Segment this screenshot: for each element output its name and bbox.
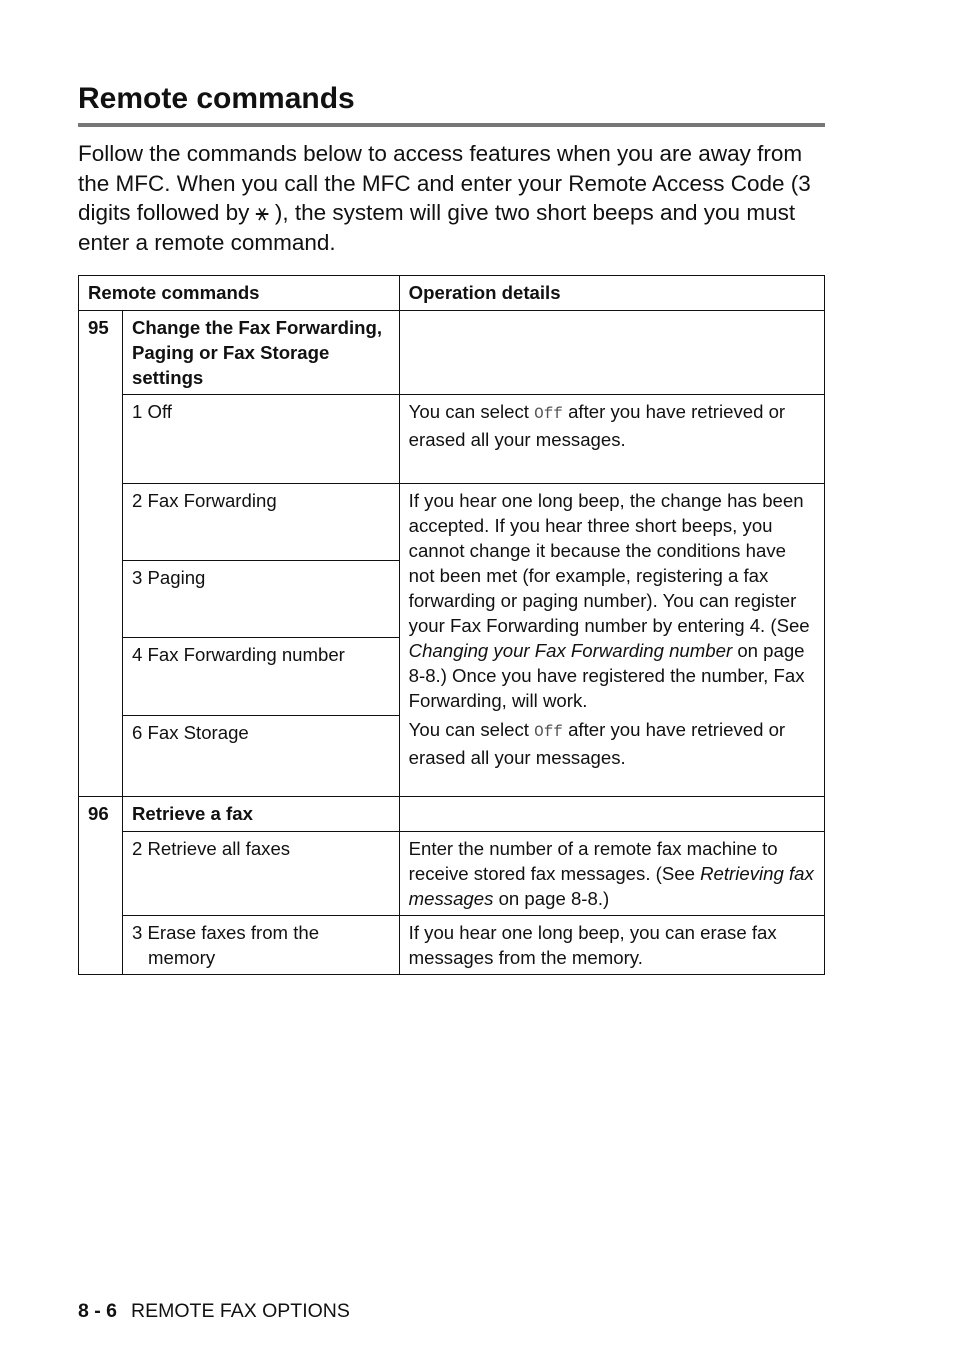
option-fax-forwarding-number: 4 Fax Forwarding number xyxy=(122,638,399,716)
remote-commands-table xyxy=(78,275,825,975)
detail-text: on page 8-8.) xyxy=(498,888,610,909)
command-96-label: Retrieve a fax xyxy=(122,797,399,832)
detail-text: If you hear one long beep, the change has been accepted. If you hear three short beeps, you cannot change it because the conditions have not been met (for example, registering a fax forwarding or paging number). You can register your Fax Forwarding number by entering 4. (See xyxy=(408,490,810,636)
page-title: Remote commands xyxy=(78,82,355,115)
number-spacer xyxy=(79,395,123,484)
number-spacer xyxy=(79,716,123,797)
number-spacer xyxy=(79,832,123,916)
table-row xyxy=(79,832,825,916)
fax-forwarding-detail xyxy=(399,484,824,797)
section-name: REMOTE FAX OPTIONS xyxy=(131,1300,350,1322)
number-spacer xyxy=(79,484,123,561)
retrieve-reference: Retrieving fax messages xyxy=(408,863,814,909)
page-footer xyxy=(78,1300,350,1323)
command-95-detail-empty xyxy=(399,311,824,395)
command-95-label: Change the Fax Forwarding, Paging or Fax Storage settings xyxy=(122,311,399,395)
table-row xyxy=(79,916,825,975)
detail-text: You can select xyxy=(408,719,529,740)
detail-text: on page 8-8.) Once you have registered the number, Fax Forwarding, will work. xyxy=(408,640,805,711)
option-off: 1 Off xyxy=(122,395,399,484)
option-fax-storage: 6 Fax Storage xyxy=(122,716,399,797)
number-spacer xyxy=(79,916,123,975)
title-divider xyxy=(78,123,825,127)
table-header-row xyxy=(79,276,825,311)
select-off-paragraph xyxy=(409,717,816,770)
retrieve-detail xyxy=(399,832,824,916)
command-96-number: 96 xyxy=(79,797,123,832)
forwarding-reference: Changing your Fax Forwarding number xyxy=(408,640,733,661)
detail-text: You can select xyxy=(408,401,529,422)
command-96-detail-empty xyxy=(399,797,824,832)
detail-text: Enter the number of a remote fax machine to receive stored fax messages. (See xyxy=(408,838,778,884)
table-row xyxy=(79,395,825,484)
table-row xyxy=(79,484,825,561)
header-operation-details: Operation details xyxy=(399,276,824,311)
intro-text-before: Follow the commands below to access features when you are away from the MFC. When you call the MFC and enter your Remote Access Code (3 digits followed by xyxy=(78,141,811,226)
number-spacer xyxy=(79,561,123,638)
page-number: 8 - 6 xyxy=(78,1300,118,1322)
option-retrieve-all-faxes: 2 Retrieve all faxes xyxy=(122,832,399,916)
number-spacer xyxy=(79,638,123,716)
off-code: Off xyxy=(534,723,563,741)
erase-detail: If you hear one long beep, you can erase fax messages from the memory. xyxy=(399,916,824,975)
option-fax-forwarding: 2 Fax Forwarding xyxy=(122,484,399,561)
off-code: Off xyxy=(534,405,563,423)
detail-text: after you have retrieved or erased all your messages. xyxy=(408,401,786,450)
detail-text: after you have retrieved or erased all your messages. xyxy=(408,719,786,768)
intro-paragraph xyxy=(78,139,838,257)
command-95-number: 95 xyxy=(79,311,123,395)
header-remote-commands: Remote commands xyxy=(79,276,400,311)
star-key-icon: ⚹ xyxy=(255,200,269,226)
option-erase-faxes: 3 Erase faxes from the memory xyxy=(122,916,399,975)
forwarding-paragraph xyxy=(409,488,816,713)
option-off-detail xyxy=(399,395,824,484)
command-96-row xyxy=(79,797,825,832)
intro-text-after: ), the system will give two short beeps and you must enter a remote command. xyxy=(78,200,796,255)
command-95-row xyxy=(79,311,825,395)
option-paging: 3 Paging xyxy=(122,561,399,638)
